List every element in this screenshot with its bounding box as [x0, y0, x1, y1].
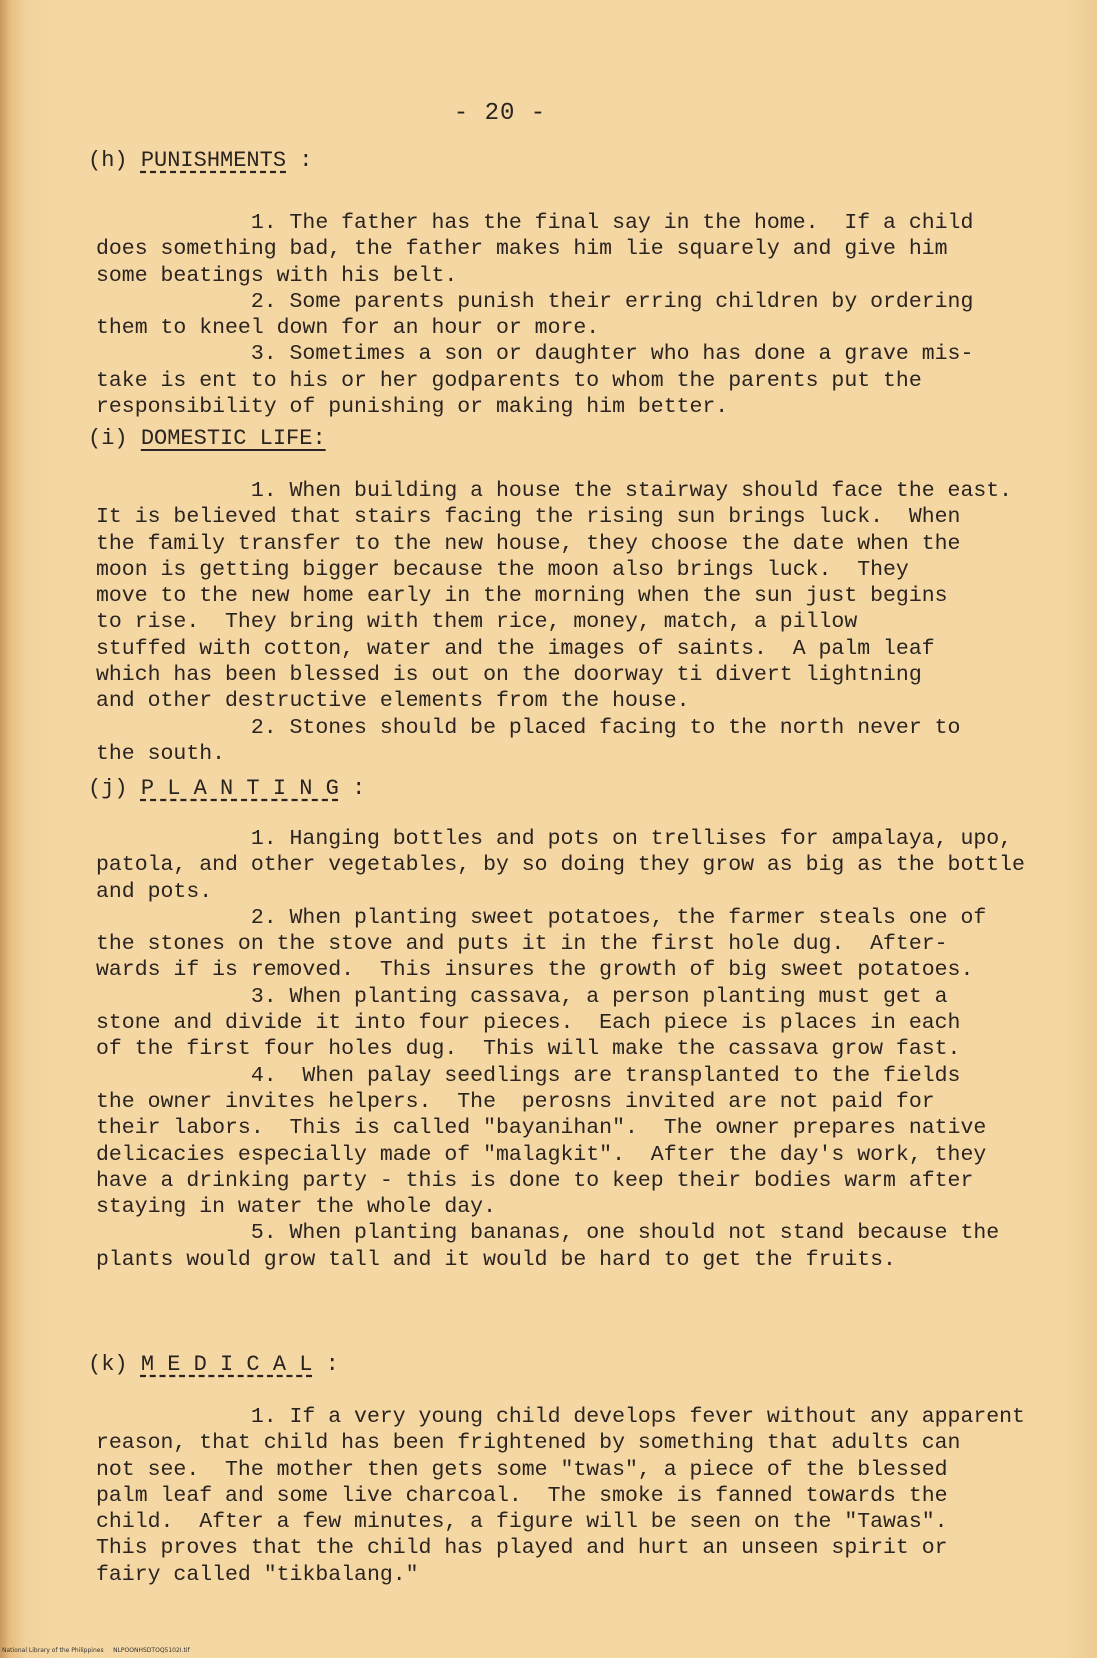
text-line: take is ent to his or her godparents to whom the parents put the — [96, 368, 922, 393]
text-line: 3. Sometimes a son or daughter who has done a grave mis- — [96, 342, 974, 367]
heading-planting — [88, 776, 365, 801]
text-line: move to the new home early in the morning when the sun just begins — [96, 584, 948, 609]
text-line: This proves that the child has played and hurt an unseen spirit or — [96, 1536, 948, 1561]
text-line: 5. When planting bananas, one should not stand because the — [96, 1221, 1000, 1246]
text-line: and other destructive elements from the house. — [96, 689, 690, 714]
text-line: 1. Hanging bottles and pots on trellises for ampalaya, upo, — [96, 827, 1013, 851]
text-line: not see. The mother then gets some "twas", a piece of the blessed — [96, 1457, 948, 1482]
heading-punishments — [88, 148, 312, 173]
text-line: moon is getting bigger because the moon also brings luck. They — [96, 557, 909, 582]
text-line: It is believed that stairs facing the rising sun brings luck. When — [96, 505, 961, 530]
page-number: - 20 - — [453, 100, 547, 127]
text-line: staying in water the whole day. — [96, 1195, 496, 1220]
heading-title: M E D I C A L — [140, 1352, 313, 1377]
text-line: plants would grow tall and it would be hard to get the fruits. — [96, 1247, 896, 1272]
text-line: of the first four holes dug. This will make the cassava grow fast. — [96, 1037, 961, 1062]
text-line: the owner invites helpers. The perosns invited are not paid for — [96, 1089, 935, 1114]
heading-title: PUNISHMENTS — [140, 148, 287, 173]
text-line: to rise. They bring with them rice, money, match, a pillow — [96, 610, 858, 635]
text-line: child. After a few minutes, a figure will be seen on the "Tawas". — [96, 1510, 948, 1535]
section-medical-body — [96, 1404, 1056, 1588]
text-line: some beatings with his belt. — [96, 263, 458, 288]
text-line: delicacies especially made of "malagkit". After the day's work, they — [96, 1142, 987, 1167]
text-line: 2. Stones should be placed facing to the north never to — [96, 715, 961, 740]
text-line: 3. When planting cassava, a person planting must get a — [96, 984, 948, 1009]
text-line: and pots. — [96, 879, 213, 904]
section-planting-body — [96, 826, 1056, 1273]
section-punishments-body — [96, 210, 1056, 420]
heading-label: (i) — [88, 426, 128, 451]
heading-suffix: : — [325, 1352, 339, 1377]
text-line: 2. When planting sweet potatoes, the farmer steals one of — [96, 905, 987, 930]
text-line: them to kneel down for an hour or more. — [96, 316, 600, 341]
text-line: responsibility of punishing or making him better. — [96, 395, 729, 420]
text-line: 1. If a very young child develops fever without any apparent — [96, 1405, 1025, 1429]
text-line: have a drinking party - this is done to keep their bodies warm after — [96, 1168, 974, 1193]
text-line: the family transfer to the new house, they choose the date when the — [96, 531, 961, 556]
heading-label: (h) — [88, 148, 128, 173]
text-line: 1. When building a house the stairway should face the east. — [96, 479, 1013, 503]
text-line: stuffed with cotton, water and the images of saints. A palm leaf — [96, 636, 935, 661]
heading-title: P L A N T I N G — [140, 776, 339, 801]
text-line: 1. The father has the final say in the home. If a child — [96, 211, 974, 235]
heading-suffix: : — [299, 148, 313, 173]
heading-domestic-life — [88, 426, 326, 451]
text-line: fairy called "tikbalang." — [96, 1562, 419, 1587]
heading-label: (k) — [88, 1352, 128, 1377]
text-line: their labors. This is called "bayanihan". The owner prepares native — [96, 1116, 987, 1141]
text-line: wards if is removed. This insures the growth of big sweet potatoes. — [96, 958, 974, 983]
text-line: stone and divide it into four pieces. Each piece is places in each — [96, 1011, 961, 1036]
heading-title: DOMESTIC LIFE: — [140, 426, 326, 451]
text-line: palm leaf and some live charcoal. The smoke is fanned towards the — [96, 1483, 948, 1508]
text-line: does something bad, the father makes him lie squarely and give him — [96, 237, 948, 262]
text-line: 2. Some parents punish their erring children by ordering — [96, 289, 974, 314]
text-line: reason, that child has been frightened by something that adults can — [96, 1431, 961, 1456]
heading-medical — [88, 1352, 339, 1377]
scan-footer: National Library of the Philippines NLPOONHSDTOQ5102I.tif — [2, 1647, 190, 1654]
text-line: which has been blessed is out on the doorway ti divert lightning — [96, 663, 922, 688]
text-line: the stones on the stove and puts it in the first hole dug. After- — [96, 932, 948, 957]
text-line: the south. — [96, 741, 226, 766]
heading-label: (j) — [88, 776, 128, 801]
section-domestic-life-body — [96, 478, 1056, 767]
text-line: patola, and other vegetables, by so doing they grow as big as the bottle — [96, 853, 1025, 878]
text-line: 4. When palay seedlings are transplanted to the fields — [96, 1063, 961, 1088]
heading-suffix: : — [352, 776, 366, 801]
